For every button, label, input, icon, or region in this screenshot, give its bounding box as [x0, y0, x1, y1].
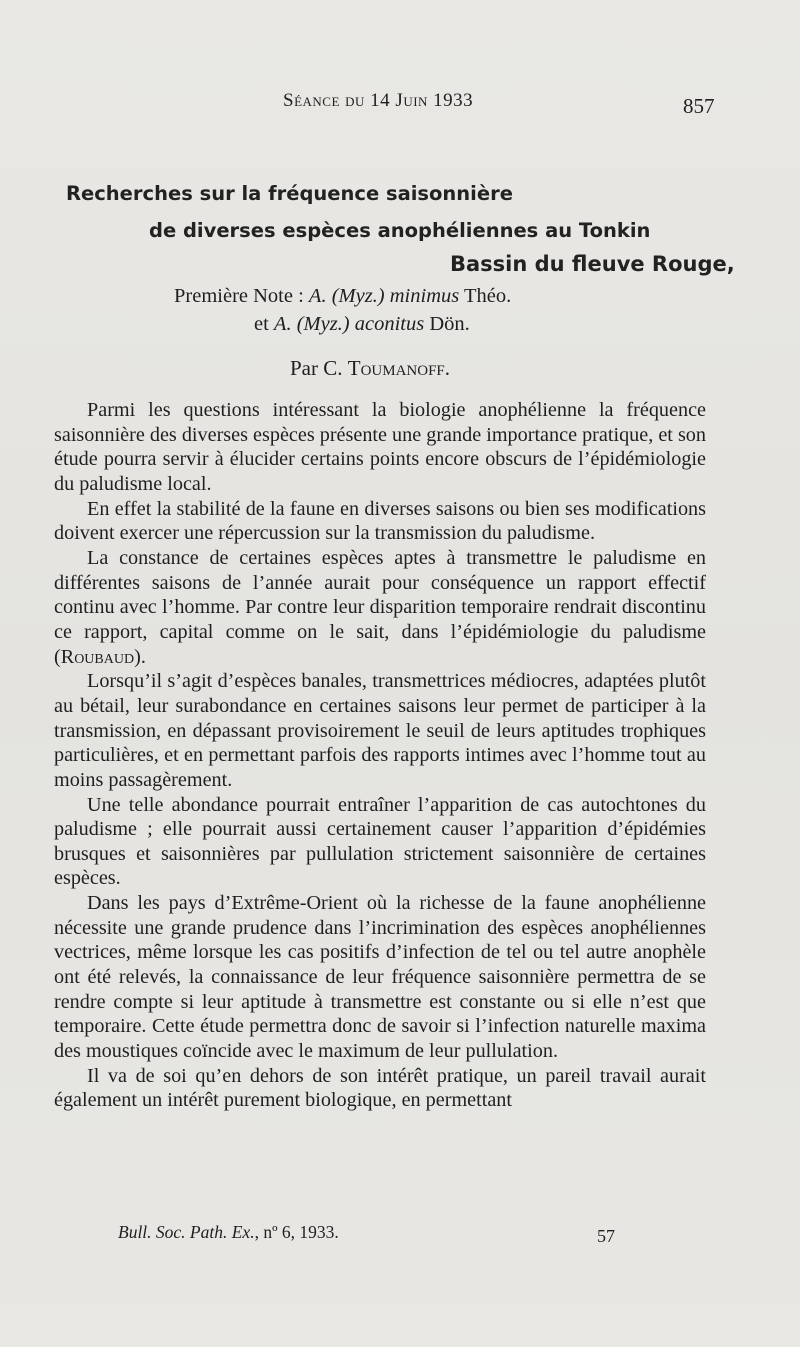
subtitle-conjunction: et [254, 313, 274, 335]
journal-reference [118, 1222, 339, 1243]
paragraph-5: Une telle abondance pourrait entraîner l’apparition de cas autochtones du paludisme ; elle pourrait aussi certainement causer l’apparition d’épidémies brusques et saisonnières par pullulation strictement saisonnière de certaines espèces. [54, 793, 706, 890]
author-byline [290, 356, 450, 381]
article-body [54, 398, 706, 1113]
page-footer [0, 1222, 800, 1252]
paragraph-4: Lorsqu’il s’agit d’espèces banales, transmettrices médiocres, adaptées plutôt au bétail, leur surabondance en certaines saisons leur permet de participer à la transmission, en dépassant provisoirement le seuil de leurs aptitudes trophiques particulières, et en permettant parfois des rapports intimes avec l’homme tout au moins passagèrement. [54, 670, 706, 791]
species-author-2: Dön. [424, 313, 470, 335]
paragraph-2: En effet la stabilité de la faune en diverses saisons ou bien ses modifications doivent exercer une répercussion sur la transmission du paludisme. [54, 497, 706, 545]
paragraph-1: Parmi les questions intéressant la biologie anophélienne la fréquence saisonnière des diverses espèces présente une grande importance pratique, et son étude pourra servir à élucider certains points encore obscurs de l’épidémiologie du paludisme local. [54, 399, 706, 495]
author-prefix: Par C. [290, 356, 348, 380]
subtitle-line-1 [174, 285, 800, 308]
running-title: Séance du 14 Juin 1933 [283, 90, 474, 111]
paragraph-3-text: La constance de certaines espèces aptes à transmettre le paludisme en différentes saisons de l’année aurait pour conséquence un rapport effectif continu avec l’homme. Par contre leur disparition temporaire rendrait discontinu ce rapport, capital comme on le sait, dans l’épidémiologie du paludisme ( [54, 546, 706, 668]
paragraph-3 [54, 546, 706, 669]
journal-issue: , nº 6, 1933. [254, 1222, 339, 1242]
subtitle-prefix: Première Note : [174, 285, 309, 307]
journal-name: Bull. Soc. Path. Ex. [118, 1222, 255, 1242]
paragraph-6: Dans les pays d’Extrême-Orient où la richesse de la faune anophélienne nécessite une grande prudence dans l’incrimination des espèces anophéliennes vectrices, même lorsque les cas positifs d’infection de tel ou tel autre anophèle ont été relevés, la connaissance de leur fréquence saisonnière permettra de se rendre compte si leur aptitude à transmettre est constante ou si elle n’est que temporaire. Cette étude permettra donc de savoir si l’infection naturelle maxima des moustiques coïncide avec le maximum de leur pullulation. [54, 892, 706, 1063]
species-author-1: Théo. [459, 285, 512, 307]
species-name-aconitus: A. (Myz.) aconitus [273, 313, 425, 335]
paragraph-7: Il va de soi qu’en dehors de son intérêt pratique, un pareil travail aurait également un intérêt purement biologique, en permettant [54, 1064, 706, 1112]
citation-roubaud: Roubaud [60, 645, 135, 668]
signature-mark: 57 [597, 1226, 615, 1246]
paragraph-3-end: ). [134, 645, 146, 668]
page-number: 857 [683, 94, 715, 118]
title-line-1: Recherches sur la fréquence saisonnière [66, 182, 513, 205]
running-head [0, 90, 800, 120]
subtitle-line-2 [254, 313, 800, 336]
species-name-minimus: A. (Myz.) minimus [308, 285, 460, 307]
title-line-2: de diverses espèces anophéliennes au Tonkin [149, 219, 651, 242]
title-line-3: Bassin du fleuve Rouge, [450, 252, 735, 276]
author-name: Toumanoff. [347, 356, 451, 380]
